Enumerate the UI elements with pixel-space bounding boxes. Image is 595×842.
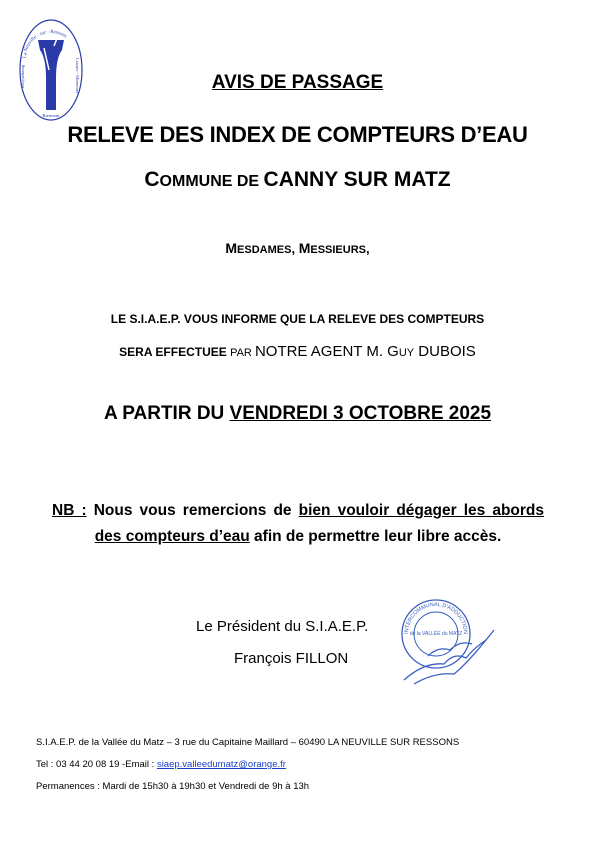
agent-name: DUBOIS bbox=[414, 343, 476, 360]
info-line-1: LE S.I.A.E.P. VOUS INFORME QUE LA RELEVE DES COMPTEURS bbox=[110, 312, 485, 326]
stamp-text: INTERCOMMUNAL D'ADDUCTION bbox=[403, 601, 469, 635]
footer-address: S.I.A.E.P. de la Vallée du Matz – 3 rue du Capitaine Maillard – 60490 LA NEUVILLE SUR RESSONS bbox=[36, 737, 460, 748]
info-line-2-a: SERA EFFECTUEE bbox=[119, 345, 231, 359]
signature-scribble bbox=[404, 630, 494, 684]
greeting-m2: M bbox=[298, 240, 311, 256]
footer bbox=[36, 732, 459, 798]
president-title: Le Président du S.I.A.E.P. bbox=[196, 618, 369, 635]
start-date: VENDREDI 3 OCTOBRE 2025 bbox=[229, 403, 492, 424]
nb-note bbox=[52, 498, 544, 550]
stamp-inner-text: de la VALLÉE du MATZ bbox=[409, 631, 463, 637]
info-line-2-par: PAR bbox=[230, 347, 255, 359]
notice-subject: RELEVE DES INDEX DE COMPTEURS D’EAU bbox=[67, 122, 528, 147]
commune-label: OMMUNE DE bbox=[159, 173, 264, 190]
commune-name: CANNY SUR MATZ bbox=[263, 168, 451, 191]
logo-text-top: La Neuville - sur - Ressons bbox=[22, 29, 68, 59]
greeting-r2: ESSIEURS bbox=[310, 244, 366, 256]
nb-text-2: afin de permettre leur libre accès. bbox=[249, 528, 502, 545]
logo-text-right: Lataule - Mortemer bbox=[75, 58, 80, 94]
start-date-line bbox=[0, 403, 595, 425]
official-stamp bbox=[394, 592, 502, 692]
signer-name: François FILLON bbox=[234, 650, 349, 667]
nb-text-1: Nous vous remercions de bbox=[86, 502, 299, 519]
commune-initial: C bbox=[144, 168, 160, 191]
notice-title: AVIS DE PASSAGE bbox=[211, 72, 384, 93]
logo-text-bottom: Biermont bbox=[42, 113, 60, 118]
greeting bbox=[0, 240, 595, 256]
agent-text: NOTRE AGENT M. G bbox=[254, 343, 399, 360]
footer-phone: Tel : 03 44 20 08 19 -Email : bbox=[36, 759, 157, 770]
start-date-prefix: A PARTIR DU bbox=[103, 403, 230, 424]
nb-underlined: bien vouloir dégager les abords des compteurs d’eau bbox=[94, 502, 544, 545]
greeting-r1: ESDAMES bbox=[237, 244, 292, 256]
footer-contact bbox=[36, 754, 459, 776]
agent-uy: UY bbox=[398, 347, 415, 359]
logo-text-inner: Cuvilly bbox=[38, 63, 43, 76]
greeting-end: , bbox=[366, 241, 370, 256]
siaep-logo bbox=[18, 18, 84, 122]
logo-text-left: Ricquebourg bbox=[20, 64, 25, 88]
greeting-m1: M bbox=[225, 240, 238, 256]
nb-label: NB : bbox=[52, 502, 87, 519]
commune-heading bbox=[0, 168, 595, 192]
info-line-2 bbox=[0, 343, 595, 360]
email-link[interactable]: siaep.valleedumatz@orange.fr bbox=[156, 759, 286, 770]
greeting-sep: , bbox=[291, 241, 299, 256]
footer-hours: Permanences : Mardi de 15h30 à 19h30 et Vendredi de 9h à 13h bbox=[36, 781, 310, 792]
